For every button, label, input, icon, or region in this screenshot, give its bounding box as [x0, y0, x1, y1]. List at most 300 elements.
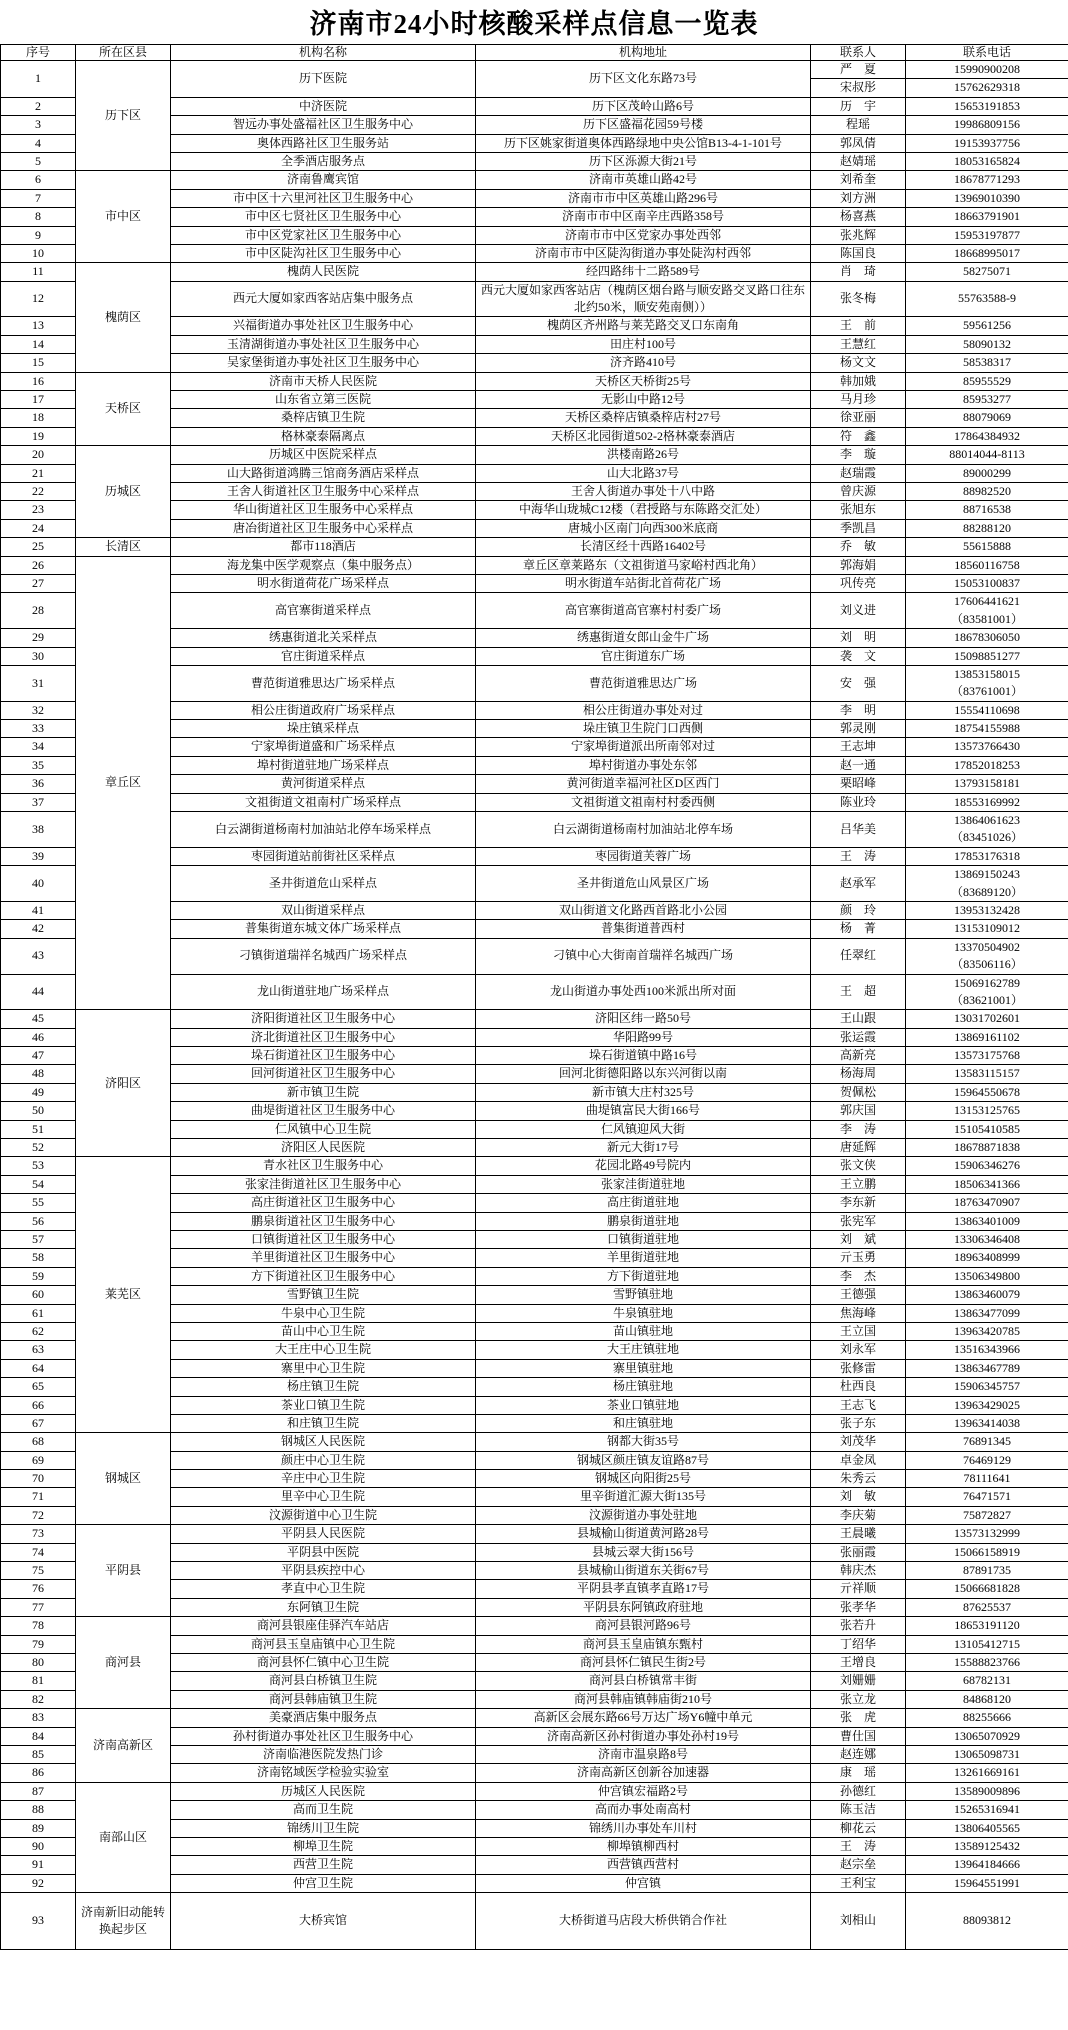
contact-phone-number: 13853158015	[954, 666, 1020, 681]
contact-phone-number: 13573132999	[954, 1526, 1020, 1541]
row-number-cell: 14	[1, 335, 76, 353]
contact-person-cell: 张子东	[811, 1414, 906, 1432]
contact-person-cell: 亓祥顺	[811, 1580, 906, 1598]
institution-address-cell: 天桥区天桥街25号	[476, 372, 811, 390]
institution-address-cell: 济阳区纬一路50号	[476, 1010, 811, 1028]
district-cell: 平阴县	[76, 1525, 171, 1617]
contact-person-cell: 杨喜燕	[811, 208, 906, 226]
contact-phone-cell	[906, 427, 1068, 445]
institution-address-cell: 天桥区桑梓店镇桑梓店村27号	[476, 409, 811, 427]
institution-name-cell: 商河县怀仁镇中心卫生院	[171, 1653, 476, 1671]
contact-phone-number: 88982520	[963, 483, 1011, 498]
institution-address-cell: 黄河街道幸福河社区D区西门	[476, 775, 811, 793]
contact-phone-number: 19986809156	[954, 117, 1020, 132]
contact-person-cell: 季凯昌	[811, 519, 906, 537]
contact-phone-cell	[906, 354, 1068, 372]
contact-phone-number: 18678306050	[954, 630, 1020, 645]
institution-name-cell: 济阳区人民医院	[171, 1139, 476, 1157]
institution-name-cell: 济南铭域医学检验实验室	[171, 1764, 476, 1782]
table-row	[1, 171, 1068, 189]
contact-person-cell: 张修雷	[811, 1359, 906, 1377]
contact-phone-number: 18053165824	[954, 153, 1020, 168]
contact-person-cell: 郭庆国	[811, 1102, 906, 1120]
contact-phone-number: 88014044-8113	[949, 447, 1025, 462]
contact-person-cell: 王山跟	[811, 1010, 906, 1028]
institution-address-cell: 济南高新区孙村街道办事处孙村19号	[476, 1727, 811, 1745]
contact-person-cell: 曹仕国	[811, 1727, 906, 1745]
institution-address-cell: 大桥街道马店段大桥供销合作社	[476, 1893, 811, 1950]
institution-address-cell: 牛泉镇驻地	[476, 1304, 811, 1322]
contact-phone-cell	[906, 464, 1068, 482]
contact-person-cell: 张孝华	[811, 1598, 906, 1616]
institution-name-cell: 中济医院	[171, 97, 476, 115]
contact-phone-number: 15653191853	[954, 98, 1020, 113]
row-number-cell: 22	[1, 482, 76, 500]
contact-person-cell: 陈国良	[811, 244, 906, 262]
row-number-cell: 31	[1, 665, 76, 701]
row-number-cell: 26	[1, 556, 76, 574]
row-number-cell: 34	[1, 738, 76, 756]
contact-person-cell: 唐延辉	[811, 1139, 906, 1157]
contact-phone-ext: （83581001）	[950, 611, 1023, 626]
row-number-cell: 54	[1, 1175, 76, 1193]
institution-address-cell: 县城榆山街道黄河路28号	[476, 1525, 811, 1543]
institution-name-cell: 山大路街道鸿腾三馆商务酒店采样点	[171, 464, 476, 482]
row-number-cell: 71	[1, 1488, 76, 1506]
contact-phone-cell	[906, 1709, 1068, 1727]
contact-phone-cell	[906, 1893, 1068, 1950]
contact-phone-number: 15098851277	[954, 648, 1020, 663]
contact-phone-cell	[906, 556, 1068, 574]
institution-address-cell: 章丘区章莱路东（文祖街道马家峪村西北角）	[476, 556, 811, 574]
contact-person-cell: 李东新	[811, 1194, 906, 1212]
institution-name-cell: 曲堤街道社区卫生服务中心	[171, 1102, 476, 1120]
contact-person-cell: 曾庆源	[811, 482, 906, 500]
institution-address-cell: 雪野镇驻地	[476, 1286, 811, 1304]
contact-phone-cell	[906, 1047, 1068, 1065]
institution-name-cell: 杨庄镇卫生院	[171, 1378, 476, 1396]
row-number-cell: 33	[1, 720, 76, 738]
contact-phone-cell	[906, 593, 1068, 629]
contact-phone-number: 17864384932	[954, 428, 1020, 443]
institution-name-cell: 汶源街道中心卫生院	[171, 1506, 476, 1524]
row-number-cell: 81	[1, 1672, 76, 1690]
contact-phone-cell	[906, 1764, 1068, 1782]
table-row	[1, 1709, 1068, 1727]
row-number-cell: 18	[1, 409, 76, 427]
contact-phone-cell	[906, 1304, 1068, 1322]
institution-name-cell: 垛石街道社区卫生服务中心	[171, 1047, 476, 1065]
row-number-cell: 90	[1, 1837, 76, 1855]
contact-phone-cell	[906, 1506, 1068, 1524]
contact-person-cell: 王 涛	[811, 847, 906, 865]
contact-phone-cell	[906, 244, 1068, 262]
institution-address-cell: 天桥区北园街道502-2格林豪泰酒店	[476, 427, 811, 445]
contact-phone-cell	[906, 866, 1068, 902]
institution-name-cell: 吴家堡街道办事处社区卫生服务中心	[171, 354, 476, 372]
row-number-cell: 88	[1, 1801, 76, 1819]
row-number-cell: 85	[1, 1745, 76, 1763]
contact-phone-number: 15066158919	[954, 1544, 1020, 1559]
row-number-cell: 17	[1, 391, 76, 409]
institution-name-cell: 市中区十六里河社区卫生服务中心	[171, 189, 476, 207]
contact-phone-number: 15762629318	[954, 80, 1020, 95]
contact-phone-number: 13105412715	[954, 1636, 1020, 1651]
institution-address-cell: 圣井街道危山风景区广场	[476, 866, 811, 902]
institution-name-cell: 商河县白桥镇卫生院	[171, 1672, 476, 1690]
contact-person-cell: 杨海周	[811, 1065, 906, 1083]
institution-address-cell: 新市镇大庄村325号	[476, 1083, 811, 1101]
institution-address-cell: 华阳路99号	[476, 1028, 811, 1046]
institution-name-cell: 寨里中心卫生院	[171, 1359, 476, 1377]
contact-phone-ext: （83621001）	[950, 992, 1023, 1007]
contact-phone-cell	[906, 847, 1068, 865]
contact-phone-cell	[906, 1157, 1068, 1175]
institution-address-cell: 县城云翠大街156号	[476, 1543, 811, 1561]
contact-phone-cell	[906, 647, 1068, 665]
row-number-cell: 9	[1, 226, 76, 244]
contact-phone-cell	[906, 79, 1068, 97]
table-row	[1, 1525, 1068, 1543]
contact-phone-cell	[906, 1359, 1068, 1377]
contact-phone-number: 78111641	[963, 1471, 1011, 1486]
row-number-cell: 28	[1, 593, 76, 629]
institution-name-cell: 商河县银座佳驿汽车站店	[171, 1617, 476, 1635]
contact-phone-number: 18560116758	[954, 557, 1020, 572]
contact-person-cell: 卓金凤	[811, 1451, 906, 1469]
contact-phone-number: 13863477099	[954, 1305, 1020, 1320]
contact-phone-cell	[906, 1672, 1068, 1690]
institution-address-cell: 历下区文化东路73号	[476, 61, 811, 98]
contact-phone-cell	[906, 317, 1068, 335]
institution-address-cell: 商河县玉皇庙镇东甄村	[476, 1635, 811, 1653]
contact-phone-cell	[906, 1562, 1068, 1580]
row-number-cell: 13	[1, 317, 76, 335]
institution-name-cell: 市中区党家社区卫生服务中心	[171, 226, 476, 244]
institution-address-cell: 商河县怀仁镇民生街2号	[476, 1653, 811, 1671]
institution-address-cell: 王舍人街道办事处十八中路	[476, 482, 811, 500]
contact-phone-cell	[906, 1414, 1068, 1432]
contact-phone-number: 89000299	[963, 465, 1011, 480]
institution-address-cell: 田庄村100号	[476, 335, 811, 353]
contact-person-cell: 王利宝	[811, 1874, 906, 1892]
row-number-cell: 80	[1, 1653, 76, 1671]
institution-name-cell: 奥体西路社区卫生服务站	[171, 134, 476, 152]
row-number-cell: 4	[1, 134, 76, 152]
row-number-cell: 76	[1, 1580, 76, 1598]
row-number-cell: 83	[1, 1709, 76, 1727]
district-cell: 南部山区	[76, 1782, 171, 1892]
institution-name-cell: 平阴县中医院	[171, 1543, 476, 1561]
institution-address-cell: 柳埠镇柳西村	[476, 1837, 811, 1855]
institution-name-cell: 茶业口镇卫生院	[171, 1396, 476, 1414]
contact-person-cell: 王立鹏	[811, 1175, 906, 1193]
contact-person-cell: 宋叔彤	[811, 79, 906, 97]
contact-phone-cell	[906, 1175, 1068, 1193]
row-number-cell: 10	[1, 244, 76, 262]
district-cell: 长清区	[76, 538, 171, 556]
contact-phone-number: 13953132428	[954, 902, 1020, 917]
row-number-cell: 75	[1, 1562, 76, 1580]
contact-person-cell: 徐亚丽	[811, 409, 906, 427]
contact-phone-number: 15069162789	[954, 975, 1020, 990]
contact-phone-cell	[906, 1690, 1068, 1708]
contact-person-cell: 王德强	[811, 1286, 906, 1304]
row-number-cell: 61	[1, 1304, 76, 1322]
institution-address-cell: 经四路纬十二路589号	[476, 263, 811, 281]
contact-phone-number: 13969010390	[954, 190, 1020, 205]
institution-name-cell: 孙村街道办事处社区卫生服务中心	[171, 1727, 476, 1745]
institution-name-cell: 商河县玉皇庙镇中心卫生院	[171, 1635, 476, 1653]
table-row	[1, 1433, 1068, 1451]
row-number-cell: 1	[1, 61, 76, 98]
contact-phone-number: 18963408999	[954, 1250, 1020, 1265]
contact-phone-ext: （83506116）	[951, 957, 1023, 972]
institution-name-cell: 智远办事处盛福社区卫生服务中心	[171, 116, 476, 134]
contact-person-cell: 孙德红	[811, 1782, 906, 1800]
contact-phone-cell	[906, 97, 1068, 115]
contact-phone-number: 68782131	[963, 1673, 1011, 1688]
contact-phone-number: 15964551991	[954, 1875, 1020, 1890]
column-header-institution-address: 机构地址	[476, 45, 811, 61]
institution-name-cell: 东阿镇卫生院	[171, 1598, 476, 1616]
district-cell: 天桥区	[76, 372, 171, 446]
institution-address-cell: 刁镇中心大街南首瑞祥名城西广场	[476, 938, 811, 974]
contact-person-cell: 张宪军	[811, 1212, 906, 1230]
table-row	[1, 61, 1068, 79]
institution-name-cell: 平阴县疾控中心	[171, 1562, 476, 1580]
contact-phone-number: 15053100837	[954, 575, 1020, 590]
row-number-cell: 87	[1, 1782, 76, 1800]
institution-address-cell: 济南市英雄山路42号	[476, 171, 811, 189]
district-cell: 济阳区	[76, 1010, 171, 1157]
contact-phone-cell	[906, 1617, 1068, 1635]
row-number-cell: 65	[1, 1378, 76, 1396]
contact-phone-number: 18678771293	[954, 172, 1020, 187]
contact-phone-number: 17852018253	[954, 757, 1020, 772]
row-number-cell: 7	[1, 189, 76, 207]
contact-phone-number: 17853176318	[954, 848, 1020, 863]
contact-person-cell: 赵婧瑶	[811, 152, 906, 170]
row-number-cell: 36	[1, 775, 76, 793]
contact-phone-cell	[906, 446, 1068, 464]
institution-address-cell: 杨庄镇驻地	[476, 1378, 811, 1396]
contact-person-cell: 韩加娥	[811, 372, 906, 390]
institution-name-cell: 白云湖街道杨南村加油站北停车场采样点	[171, 812, 476, 848]
row-number-cell: 45	[1, 1010, 76, 1028]
contact-person-cell: 赵承军	[811, 866, 906, 902]
row-number-cell: 59	[1, 1267, 76, 1285]
contact-phone-cell	[906, 812, 1068, 848]
contact-phone-number: 88255666	[963, 1710, 1011, 1725]
institution-name-cell: 高官寨街道采样点	[171, 593, 476, 629]
contact-phone-number: 13869161102	[954, 1029, 1020, 1044]
row-number-cell: 68	[1, 1433, 76, 1451]
institution-address-cell: 商河县韩庙镇韩庙街210号	[476, 1690, 811, 1708]
institution-address-cell: 明水街道车站街北首荷花广场	[476, 574, 811, 592]
contact-person-cell: 张若升	[811, 1617, 906, 1635]
contact-phone-cell	[906, 152, 1068, 170]
institution-address-cell: 鹏泉街道驻地	[476, 1212, 811, 1230]
contact-person-cell: 李 璇	[811, 446, 906, 464]
contact-person-cell: 任翠红	[811, 938, 906, 974]
institution-address-cell: 高新区会展东路66号万达广场Y6幢中单元	[476, 1709, 811, 1727]
institution-name-cell: 唐冶街道社区卫生服务中心采样点	[171, 519, 476, 537]
contact-phone-number: 13261669161	[954, 1765, 1020, 1780]
institution-address-cell: 济南高新区创新谷加速器	[476, 1764, 811, 1782]
contact-person-cell: 贺佩松	[811, 1083, 906, 1101]
contact-phone-number: 76469129	[963, 1452, 1011, 1467]
row-number-cell: 84	[1, 1727, 76, 1745]
institution-name-cell: 绣惠街道北关采样点	[171, 629, 476, 647]
contact-phone-number: 13306346408	[954, 1232, 1020, 1246]
row-number-cell: 64	[1, 1359, 76, 1377]
institution-name-cell: 文祖街道文祖南村广场采样点	[171, 793, 476, 811]
contact-person-cell: 丁绍华	[811, 1635, 906, 1653]
row-number-cell: 66	[1, 1396, 76, 1414]
institution-address-cell: 钢都大街35号	[476, 1433, 811, 1451]
contact-phone-cell	[906, 1451, 1068, 1469]
contact-phone-cell	[906, 538, 1068, 556]
row-number-cell: 91	[1, 1856, 76, 1874]
contact-phone-cell	[906, 335, 1068, 353]
contact-phone-cell	[906, 1322, 1068, 1340]
contact-person-cell: 刘希奎	[811, 171, 906, 189]
institution-address-cell: 济齐路410号	[476, 354, 811, 372]
row-number-cell: 24	[1, 519, 76, 537]
contact-phone-ext: （83761001）	[950, 684, 1023, 699]
contact-person-cell: 张立龙	[811, 1690, 906, 1708]
institution-name-cell: 雪野镇卫生院	[171, 1286, 476, 1304]
contact-person-cell: 符 鑫	[811, 427, 906, 445]
row-number-cell: 38	[1, 812, 76, 848]
row-number-cell: 47	[1, 1047, 76, 1065]
row-number-cell: 77	[1, 1598, 76, 1616]
institution-address-cell: 垛石街道镇中路16号	[476, 1047, 811, 1065]
institution-name-cell: 济阳街道社区卫生服务中心	[171, 1010, 476, 1028]
institution-name-cell: 历下医院	[171, 61, 476, 98]
contact-person-cell: 安 强	[811, 665, 906, 701]
institution-name-cell: 高庄街道社区卫生服务中心	[171, 1194, 476, 1212]
row-number-cell: 30	[1, 647, 76, 665]
table-row	[1, 1157, 1068, 1175]
contact-phone-number: 13589125432	[954, 1838, 1020, 1853]
row-number-cell: 35	[1, 756, 76, 774]
contact-phone-number: 58538317	[963, 355, 1011, 370]
institution-name-cell: 兴福街道办事处社区卫生服务中心	[171, 317, 476, 335]
row-number-cell: 37	[1, 793, 76, 811]
institution-name-cell: 市中区七贤社区卫生服务中心	[171, 208, 476, 226]
institution-address-cell: 大王庄镇驻地	[476, 1341, 811, 1359]
institution-address-cell: 宁家埠街道派出所南邻对过	[476, 738, 811, 756]
contact-phone-cell	[906, 720, 1068, 738]
contact-person-cell: 张丽霞	[811, 1543, 906, 1561]
row-number-cell: 11	[1, 263, 76, 281]
institution-name-cell: 玉清湖街道办事处社区卫生服务中心	[171, 335, 476, 353]
contact-person-cell: 王晨曦	[811, 1525, 906, 1543]
district-cell: 市中区	[76, 171, 171, 263]
institution-name-cell: 柳埠卫生院	[171, 1837, 476, 1855]
contact-phone-cell	[906, 263, 1068, 281]
table-row	[1, 1010, 1068, 1028]
institution-address-cell: 口镇街道驻地	[476, 1231, 811, 1249]
contact-person-cell: 柳花云	[811, 1819, 906, 1837]
contact-phone-cell	[906, 1396, 1068, 1414]
contact-phone-number: 19153937756	[954, 135, 1020, 150]
institution-name-cell: 仁风镇中心卫生院	[171, 1120, 476, 1138]
institution-name-cell: 普集街道东城文体广场采样点	[171, 920, 476, 938]
contact-phone-number: 13153109012	[954, 921, 1020, 936]
contact-phone-number: 58090132	[963, 336, 1011, 351]
column-header-institution-name: 机构名称	[171, 45, 476, 61]
institution-name-cell: 市中区陡沟社区卫生服务中心	[171, 244, 476, 262]
row-number-cell: 2	[1, 97, 76, 115]
contact-phone-cell	[906, 1856, 1068, 1874]
contact-phone-number: 18553169992	[954, 794, 1020, 809]
contact-phone-cell	[906, 409, 1068, 427]
contact-phone-number: 76471571	[963, 1489, 1011, 1504]
contact-phone-number: 55763588-9	[958, 291, 1016, 306]
contact-person-cell: 李 明	[811, 701, 906, 719]
institution-address-cell: 济南市市中区陡沟街道办事处陡沟村西邻	[476, 244, 811, 262]
institution-address-cell: 钢城区颜庄镇友谊路87号	[476, 1451, 811, 1469]
table-row	[1, 263, 1068, 281]
institution-name-cell: 龙山街道驻地广场采样点	[171, 974, 476, 1010]
contact-phone-cell	[906, 1194, 1068, 1212]
institution-name-cell: 格林豪泰隔离点	[171, 427, 476, 445]
contact-phone-number: 13031702601	[954, 1011, 1020, 1026]
table-row	[1, 1782, 1068, 1800]
institution-name-cell: 枣园街道站前街社区采样点	[171, 847, 476, 865]
row-number-cell: 21	[1, 464, 76, 482]
contact-phone-cell	[906, 1139, 1068, 1157]
institution-name-cell: 黄河街道采样点	[171, 775, 476, 793]
contact-person-cell: 王志坤	[811, 738, 906, 756]
contact-person-cell: 刘 敏	[811, 1488, 906, 1506]
institution-name-cell: 桑梓店镇卫生院	[171, 409, 476, 427]
contact-phone-number: 58275071	[963, 264, 1011, 279]
contact-person-cell: 刘永军	[811, 1341, 906, 1359]
row-number-cell: 92	[1, 1874, 76, 1892]
institution-address-cell: 济南市温泉路8号	[476, 1745, 811, 1763]
contact-phone-cell	[906, 793, 1068, 811]
institution-address-cell: 平阴县东阿镇政府驻地	[476, 1598, 811, 1616]
institution-address-cell: 历下区泺源大街21号	[476, 152, 811, 170]
contact-person-cell: 赵连娜	[811, 1745, 906, 1763]
institution-name-cell: 曹范街道雅思达广场采样点	[171, 665, 476, 701]
contact-phone-cell	[906, 1580, 1068, 1598]
contact-person-cell: 李 涛	[811, 1120, 906, 1138]
contact-person-cell: 王增良	[811, 1653, 906, 1671]
table-row	[1, 538, 1068, 556]
institution-address-cell: 张家洼街道驻地	[476, 1175, 811, 1193]
institution-address-cell: 方下街道驻地	[476, 1267, 811, 1285]
contact-phone-number: 85953277	[963, 392, 1011, 407]
contact-person-cell: 焦海峰	[811, 1304, 906, 1322]
contact-person-cell: 张兆辉	[811, 226, 906, 244]
contact-phone-cell	[906, 1819, 1068, 1837]
contact-phone-number: 59561256	[963, 318, 1011, 333]
contact-person-cell: 王志飞	[811, 1396, 906, 1414]
contact-person-cell: 肖 琦	[811, 263, 906, 281]
contact-phone-cell	[906, 574, 1068, 592]
row-number-cell: 41	[1, 901, 76, 919]
contact-phone-number: 88093812	[963, 1913, 1011, 1928]
row-number-cell: 67	[1, 1414, 76, 1432]
row-number-cell: 63	[1, 1341, 76, 1359]
contact-person-cell: 栗昭峰	[811, 775, 906, 793]
institution-name-cell: 都市118酒店	[171, 538, 476, 556]
